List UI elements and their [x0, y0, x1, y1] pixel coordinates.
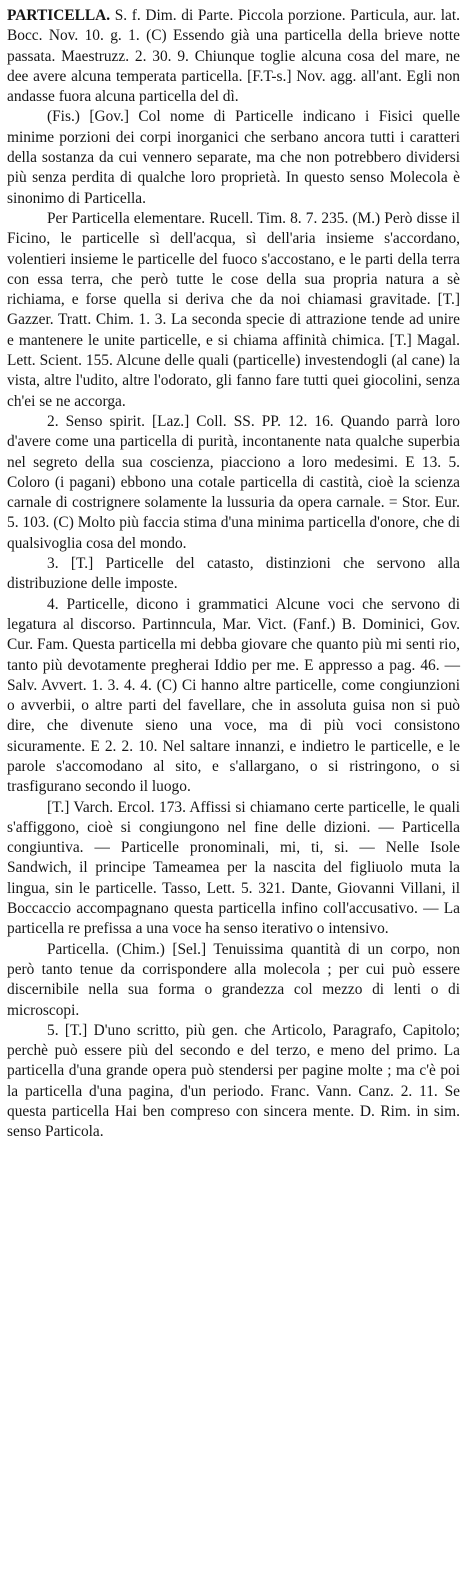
sense-physics: (Fis.) [Gov.] Col nome di Particelle indicano i Fisici quelle minime porzioni dei corpi inorganici che serbano ancora tutti i caratteri della sostanza da cui vennero separate, ma che non potrebbero dividersi più senza perdita di qualche loro proprietà. In questo senso Molecola è sinonimo di Particella.	[7, 108, 460, 207]
sense-2-spiritual: 2. Senso spirit. [Laz.] Coll. SS. PP. 12. 16. Quando parrà loro d'avere come una particella di purità, incontanente nata qualche superbia nel segreto della sua coscienza, piacciono a loro medesimi. E 13. 5. Coloro (i pagani) ebbono una cotale particella di castità, cioè la scienza carnale di costrignere solamente la lussuria da opera carnale. = Stor. Eur. 5. 103. (C) Molto più faccia stima d'una minima particella d'onore, che di qualsivoglia cosa del mondo.	[7, 412, 460, 552]
sense-elementary-particle: Per Particella elementare. Rucell. Tim. 8. 7. 235. (M.) Però disse il Ficino, le particelle sì dell'acqua, sì dell'aria insieme s'accordano, volentieri insieme le particelle del fuoco s'accostano, e le parti della terra con essa terra, che però tutte le cose della sua propria natura a sè richiama, e forse quella si deriva che da noi chiamasi gravitade. [T.] Gazzer. Tratt. Chim. 1. 3. La seconda specie di attrazione tende ad unire e mantenere le unite particelle, e si chiama affinità chimica. [T.] Magal. Lett. Scient. 155. Alcune delle quali (particelle) investendogli (al cane) la vista, altre l'udito, altre l'odorato, gli fanno fare tutti quei giocolini, senza ch'ei se ne accorga.	[7, 209, 460, 410]
sense-5-writing: 5. [T.] D'uno scritto, più gen. che Articolo, Paragrafo, Capitolo; perchè può essere più del secondo e del terzo, e meno del primo. La particella d'una grande opera può stendersi per pagine molte ; ma c'è poi la particella d'una pagina, d'un periodo. Franc. Vann. Canz. 2. 11. Se questa particella Hai ben compreso con sincera mente. D. Rim. in sim. senso Particola.	[7, 1021, 460, 1141]
sense-4-grammar-continued: [T.] Varch. Ercol. 173. Affissi si chiamano certe particelle, le quali s'affiggono, cioè si congiungono nel fine delle dizioni. — Particella congiuntiva. — Particelle pronominali, mi, ti, si. — Nelle Isole Sandwich, il principe Tameamea per la nascita del figliuolo muta la lingua, sin le particelle. Tasso, Lett. 5. 321. Dante, Giovanni Villani, il Boccaccio accompagnano questa particella infino coll'accusativo. — La particella re prefissa a una voce ha senso iterativo o intensivo.	[7, 798, 460, 938]
entry-headword: PARTICELLA.	[7, 7, 111, 24]
sense-3-cadastre: 3. [T.] Particelle del catasto, distinzioni che servono alla distribuzione delle imposte.	[7, 555, 460, 593]
sense-chemistry: Particella. (Chim.) [Sel.] Tenuissima quantità di un corpo, non però tanto tenue da corrispondere alla molecola ; per cui può essere discernibile nella sua forma o grandezza col mezzo di lenti o di microscopi.	[7, 940, 460, 1019]
main-definition-text: S. f. Dim. di Parte. Piccola porzione. Particula, aur. lat. Bocc. Nov. 10. g. 1. (C) Essendo già una particella della brieve notte passata. Maestruzz. 2. 30. 9. Chiunque toglie alcuna cosa del mare, ne dee avere alcuna temperata particella. [F.T-s.] Nov. agg. all'ant. Egli non andasse fuora alcuna particella del dì.	[7, 7, 460, 106]
sense-4-grammar: 4. Particelle, dicono i grammatici Alcune voci che servono di legatura al discorso. Partinncula, Mar. Vict. (Fanf.) B. Dominici, Gov. Cur. Fam. Questa particella mi debba giovare che quanto più mi senti rio, tanto più devotamente pregherai Iddio per me. E appresso a pag. 46. — Salv. Avvert. 1. 3. 4. 4. (C) Ci hanno altre particelle, come congiunzioni o avverbii, o altre parti del favellare, che in assoluta guisa non si può dire, che divenute sieno una voce, ma di più voci consistono sicuramente. E 2. 2. 10. Nel saltare innanzi, e indietro le particelle, e le parole s'accomodano al sito, e s'allargano, o si ristringono, o si trasfigurano secondo il luogo.	[7, 595, 460, 796]
entry-paragraph-main	[7, 6, 460, 107]
